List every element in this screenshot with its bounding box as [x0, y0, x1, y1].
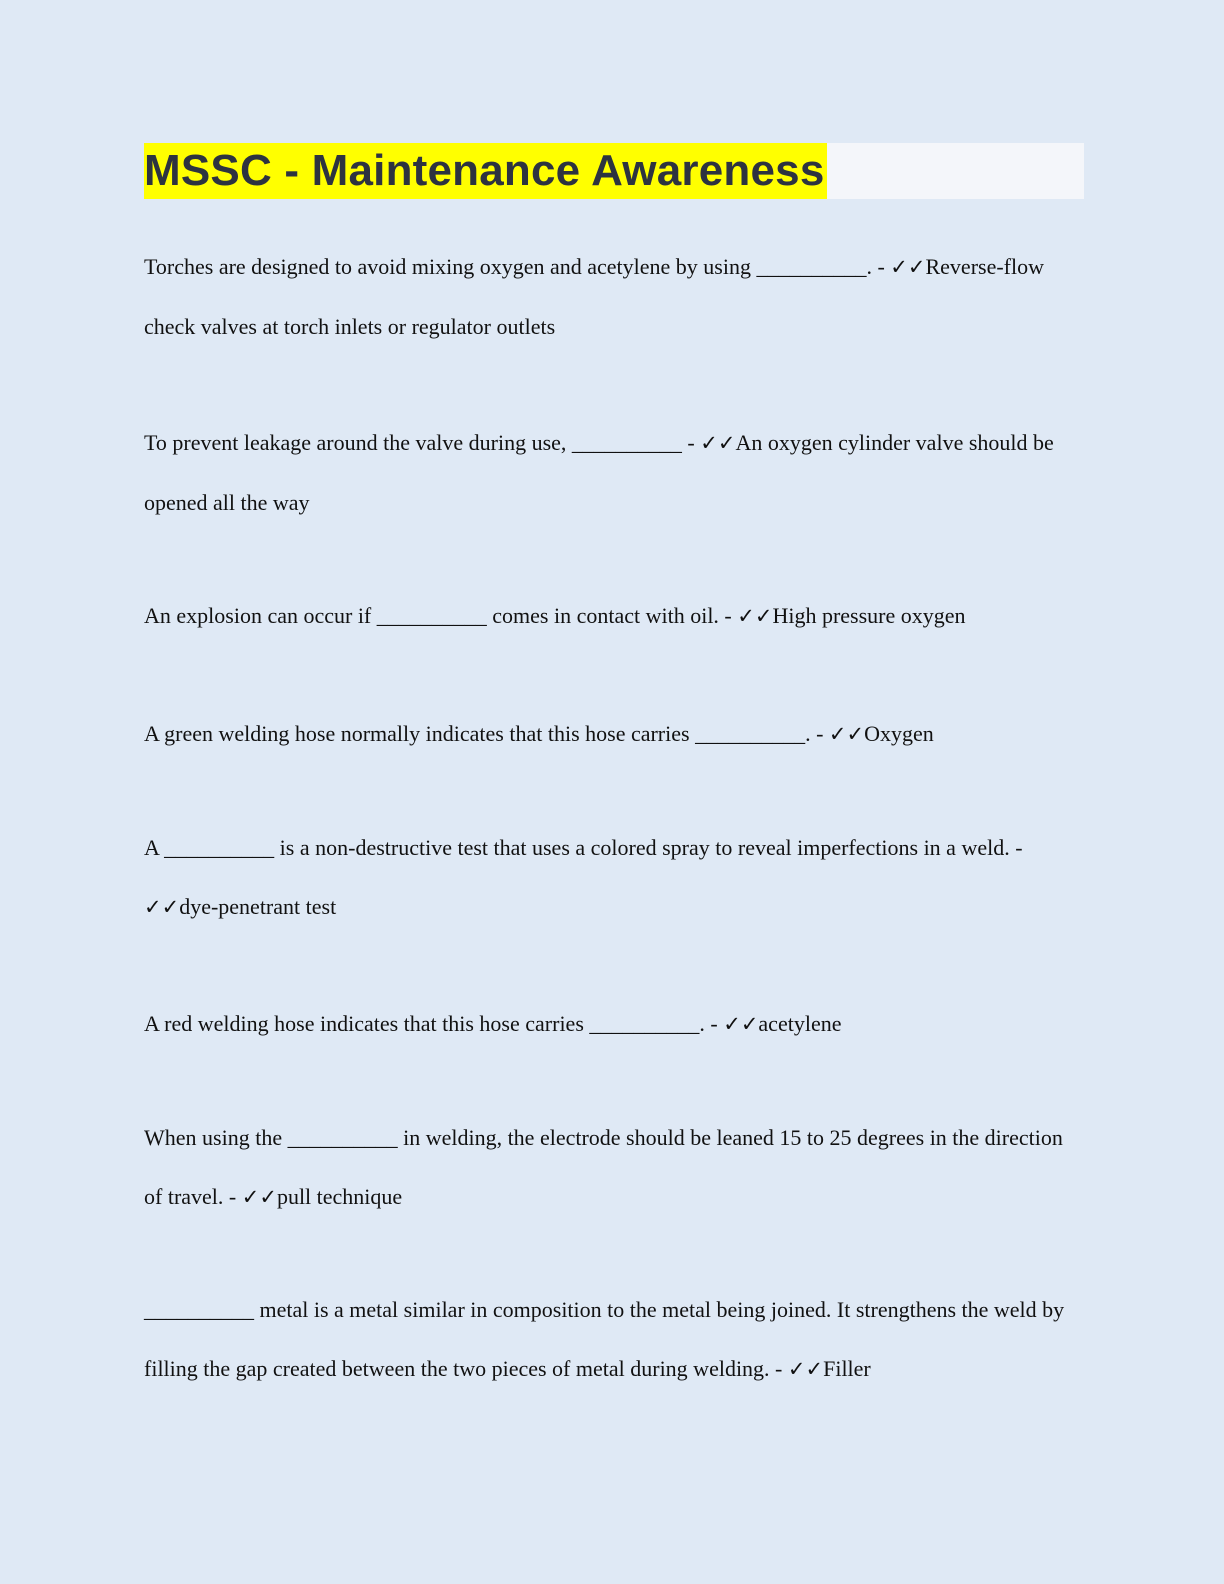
qa-item-1	[144, 237, 1074, 356]
question-text: A red welding hose indicates that this hose carries __________. -	[144, 1011, 724, 1036]
question-text: A __________ is a non-destructive test that uses a colored spray to reveal imperfections in a weld. -	[144, 835, 1023, 860]
double-checkmark-icon: ✓✓	[890, 255, 926, 279]
answer-text: An oxygen cylinder valve should be opened all the way	[144, 430, 1054, 515]
answer-text: pull technique	[276, 1184, 403, 1209]
qa-item-5	[144, 818, 1074, 937]
answer-text: High pressure oxygen	[772, 603, 966, 628]
qa-item-8	[144, 1280, 1074, 1399]
double-checkmark-icon: ✓✓	[828, 722, 865, 746]
double-checkmark-icon: ✓✓	[787, 1357, 824, 1381]
question-text: When using the __________ in welding, the electrode should be leaned 15 to 25 degrees in the direction of travel. -	[144, 1125, 1063, 1209]
question-text: An explosion can occur if __________ comes in contact with oil. -	[144, 603, 738, 628]
qa-item-6	[144, 994, 1074, 1054]
answer-text: dye-penetrant test	[179, 894, 337, 919]
title-bar	[144, 143, 1084, 199]
qa-item-3	[144, 586, 1074, 646]
double-checkmark-icon: ✓✓	[241, 1185, 277, 1209]
qa-item-7	[144, 1108, 1074, 1227]
page-title: MSSC - Maintenance Awareness	[144, 143, 827, 199]
answer-text: Oxygen	[864, 721, 934, 746]
question-text: A green welding hose normally indicates that this hose carries __________. -	[144, 721, 829, 746]
answer-text: Reverse-flow check valves at torch inlets or regulator outlets	[144, 254, 1044, 339]
double-checkmark-icon: ✓✓	[144, 895, 180, 919]
answer-text: Filler	[823, 1356, 871, 1381]
double-checkmark-icon: ✓✓	[723, 1012, 759, 1036]
question-text: __________ metal is a metal similar in composition to the metal being joined. It strengthens the weld by filling the gap created between the two pieces of metal during welding. -	[144, 1297, 1065, 1381]
document-page	[144, 143, 1084, 1381]
question-text: To prevent leakage around the valve during use, __________ -	[144, 430, 701, 455]
answer-text: acetylene	[758, 1011, 842, 1036]
qa-item-4	[144, 704, 1074, 764]
qa-item-2	[144, 413, 1074, 532]
double-checkmark-icon: ✓✓	[700, 431, 736, 455]
question-text: Torches are designed to avoid mixing oxygen and acetylene by using __________. -	[144, 254, 891, 279]
double-checkmark-icon: ✓✓	[737, 604, 773, 628]
